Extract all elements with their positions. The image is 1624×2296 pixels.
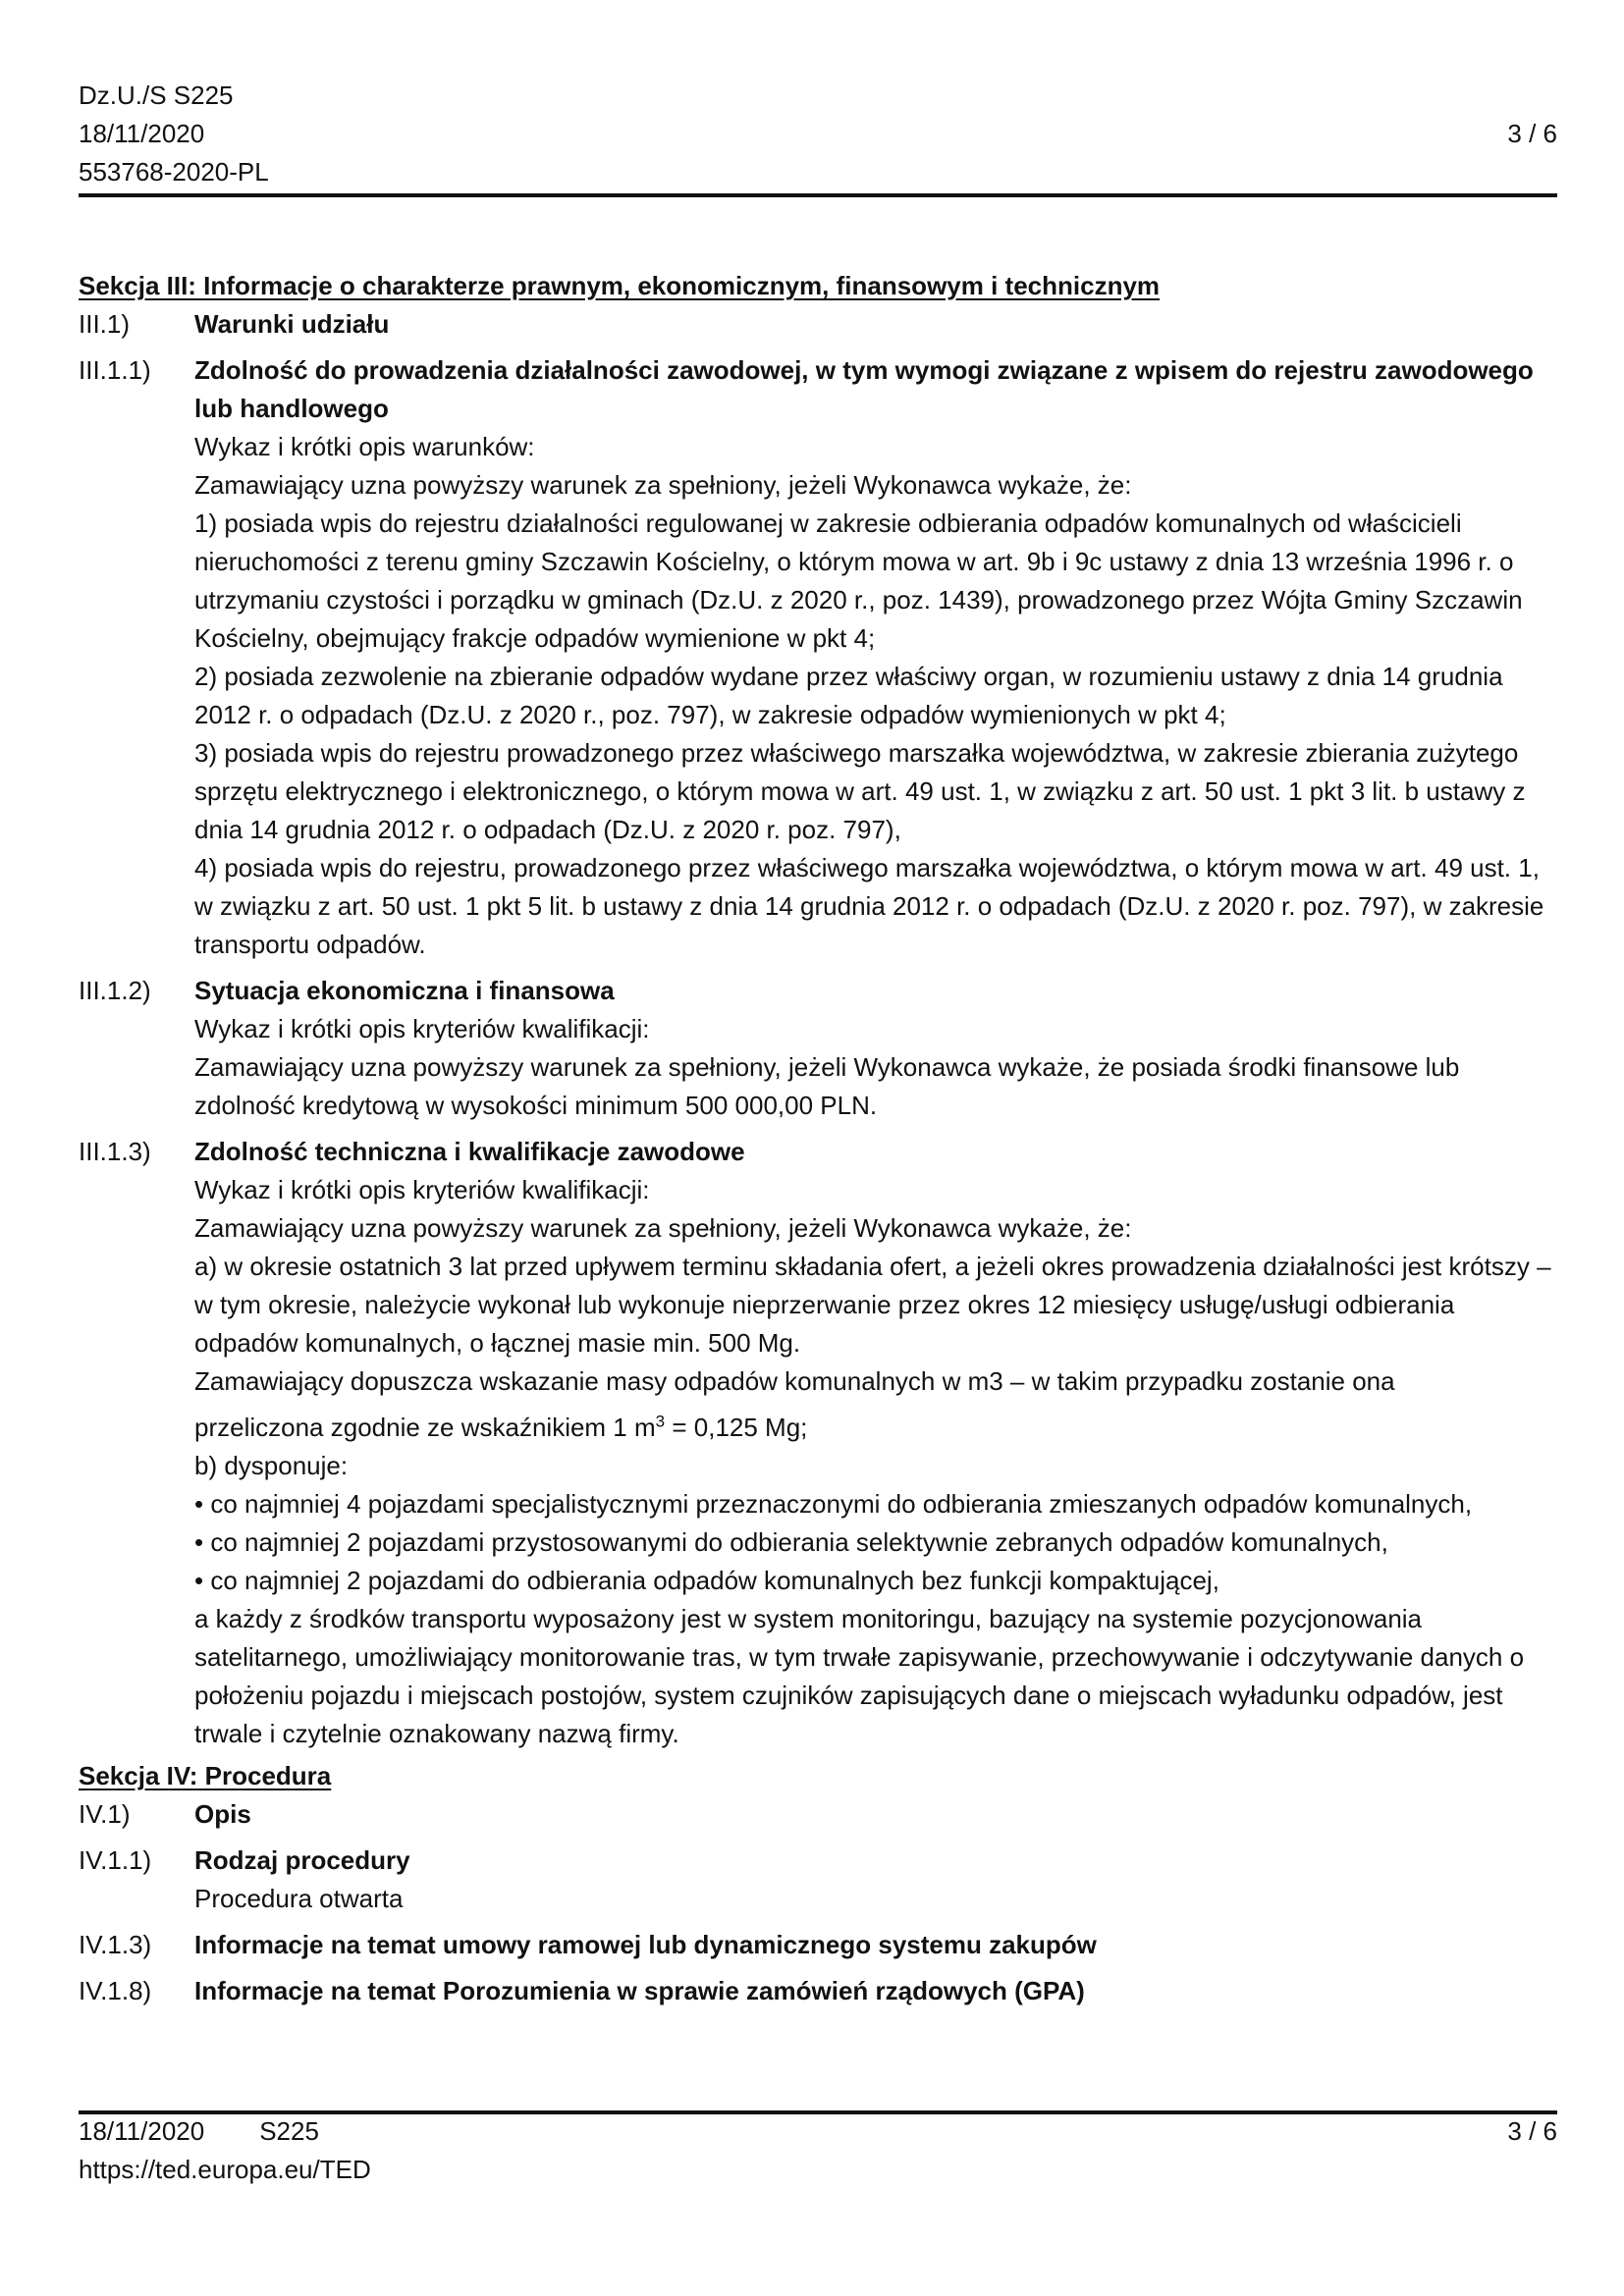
procedure-type-value: Procedura otwarta <box>194 1884 404 1913</box>
list-item: • co najmniej 2 pojazdami przystosowanymi do odbierania selektywnie zebranych odpadów komunalnych, <box>194 1527 1388 1557</box>
footer-page-number: 3 / 6 <box>1507 2116 1557 2146</box>
paragraph: Zamawiający uzna powyższy warunek za spełniony, jeżeli Wykonawca wykaże, że: <box>194 1213 1132 1243</box>
paragraph: Zamawiający dopuszcza wskazanie masy odpadów komunalnych w m3 – w takim przypadku zostanie ona <box>194 1366 1395 1396</box>
subsection-number: IV.1.8) <box>79 1976 152 2005</box>
section-4-title: Sekcja IV: Procedura <box>79 1761 332 1790</box>
subsection-title: Zdolność techniczna i kwalifikacje zawodowe <box>194 1137 745 1166</box>
footer-date: 18/11/2020 <box>79 2116 205 2146</box>
footer-journal: S225 <box>259 2116 319 2146</box>
subsection-title: Zdolność do prowadzenia działalności zawodowej, w tym wymogi związane z wpisem do rejestru zawodowego lub handlowego <box>194 355 1534 423</box>
paragraph: Wykaz i krótki opis warunków: <box>194 432 535 461</box>
paragraph: Wykaz i krótki opis kryteriów kwalifikacji: <box>194 1014 650 1043</box>
header-ref: 553768-2020-PL <box>79 157 269 187</box>
subsection-number: III.1.3) <box>79 1137 151 1166</box>
subsection-number: IV.1.3) <box>79 1930 152 1959</box>
subsection-number: III.1.1) <box>79 355 151 385</box>
subsection-3-1-2 <box>79 972 1557 1125</box>
conversion-text-after: = 0,125 Mg; <box>665 1413 808 1442</box>
superscript-exponent: 3 <box>655 1412 666 1431</box>
header-date: 18/11/2020 <box>79 119 205 148</box>
subsection-title: Warunki udziału <box>194 309 390 339</box>
conversion-text-before: przeliczona zgodnie ze wskaźnikiem 1 m <box>194 1413 656 1442</box>
subsection-4-1-3 <box>79 1926 1557 1964</box>
list-item: • co najmniej 2 pojazdami do odbierania odpadów komunalnych bez funkcji kompaktującej, <box>194 1566 1219 1595</box>
subsection-title: Sytuacja ekonomiczna i finansowa <box>194 976 615 1005</box>
paragraph: Zamawiający uzna powyższy warunek za spełniony, jeżeli Wykonawca wykaże, że: <box>194 470 1132 500</box>
subsection-title: Informacje na temat Porozumienia w sprawie zamówień rządowych (GPA) <box>194 1976 1085 2005</box>
paragraph: Zamawiający uzna powyższy warunek za spełniony, jeżeli Wykonawca wykaże, że posiada środki finansowe lub zdolność kredytową w wysokości minimum 500 000,00 PLN. <box>194 1052 1460 1120</box>
subsection-number: III.1) <box>79 309 131 339</box>
subsection-number: IV.1.1) <box>79 1845 152 1875</box>
page-header <box>79 77 1557 194</box>
subsection-4-1-1 <box>79 1842 1557 1918</box>
paragraph: 3) posiada wpis do rejestru prowadzonego przez właściwego marszałka województwa, w zakresie zbierania zużytego sprzętu elektrycznego i elektronicznego, o którym mowa w art. 49 ust. 1, w związku z art. 50 ust. 1 pkt 3 lit. b ustawy z dnia 14 grudnia 2012 r. o odpadach (Dz.U. z 2020 r. poz. 797), <box>194 738 1526 844</box>
subsection-title: Opis <box>194 1799 251 1829</box>
paragraph: 2) posiada zezwolenie na zbieranie odpadów wydane przez właściwy organ, w rozumieniu ustawy z dnia 14 grudnia 2012 r. o odpadach (Dz.U. z 2020 r., poz. 797), w zakresie odpadów wymienionych w pkt 4; <box>194 662 1503 729</box>
footer-url[interactable]: https://ted.europa.eu/TED <box>79 2155 371 2184</box>
subsection-number: IV.1) <box>79 1799 131 1829</box>
list-item: • co najmniej 4 pojazdami specjalistycznymi przeznaczonymi do odbierania zmieszanych odpadów komunalnych, <box>194 1489 1473 1519</box>
footer-info <box>79 2112 371 2189</box>
paragraph: b) dysponuje: <box>194 1451 349 1480</box>
subsection-4-1 <box>79 1795 1557 1834</box>
document-page <box>79 0 1557 2296</box>
subsection-4-1-8 <box>79 1972 1557 2010</box>
paragraph: Wykaz i krótki opis kryteriów kwalifikacji: <box>194 1175 650 1204</box>
paragraph: a) w okresie ostatnich 3 lat przed upływem terminu składania ofert, a jeżeli okres prowadzenia działalności jest krótszy – w tym okresie, należycie wykonał lub wykonuje nieprzerwanie przez okres 12 miesięcy usługę/usługi odbierania odpadów komunalnych, o łącznej masie min. 500 Mg. <box>194 1252 1551 1358</box>
header-page-number: 3 / 6 <box>1507 119 1557 148</box>
subsection-3-1-3 <box>79 1133 1557 1753</box>
header-divider <box>79 193 1557 197</box>
paragraph: 4) posiada wpis do rejestru, prowadzonego przez właściwego marszałka województwa, o którym mowa w art. 49 ust. 1, w związku z art. 50 ust. 1 pkt 5 lit. b ustawy z dnia 14 grudnia 2012 r. o odpadach (Dz.U. z 2020 r. poz. 797), w zakresie transportu odpadów. <box>194 853 1544 959</box>
subsection-title: Informacje na temat umowy ramowej lub dynamicznego systemu zakupów <box>194 1930 1097 1959</box>
subsection-3-1 <box>79 305 1557 344</box>
section-3-title: Sekcja III: Informacje o charakterze prawnym, ekonomicznym, finansowym i technicznym <box>79 271 1161 300</box>
header-info <box>79 77 269 191</box>
header-journal: Dz.U./S S225 <box>79 80 234 110</box>
paragraph: 1) posiada wpis do rejestru działalności regulowanej w zakresie odbierania odpadów komunalnych od właścicieli nieruchomości z terenu gminy Szczawin Kościelny, o którym mowa w art. 9b i 9c ustawy z dnia 13 września 1996 r. o utrzymaniu czystości i porządku w gminach (Dz.U. z 2020 r., poz. 1439), prowadzonego przez Wójta Gminy Szczawin Kościelny, obejmujący frakcje odpadów wymienione w pkt 4; <box>194 508 1523 653</box>
paragraph: a każdy z środków transportu wyposażony jest w system monitoringu, bazujący na systemie pozycjonowania satelitarnego, umożliwiający monitorowanie tras, w tym trwałe zapisywanie, przechowywanie i odczytywanie danych o położeniu pojazdu i miejscach postojów, system czujników zapisujących dane o miejscach wyładunku odpadów, jest trwale i czytelnie oznakowany nazwą firmy. <box>194 1604 1525 1748</box>
document-body <box>79 267 1557 2010</box>
conversion-paragraph <box>194 1409 1557 1447</box>
subsection-number: III.1.2) <box>79 976 151 1005</box>
subsection-3-1-1 <box>79 351 1557 964</box>
subsection-title: Rodzaj procedury <box>194 1845 410 1875</box>
